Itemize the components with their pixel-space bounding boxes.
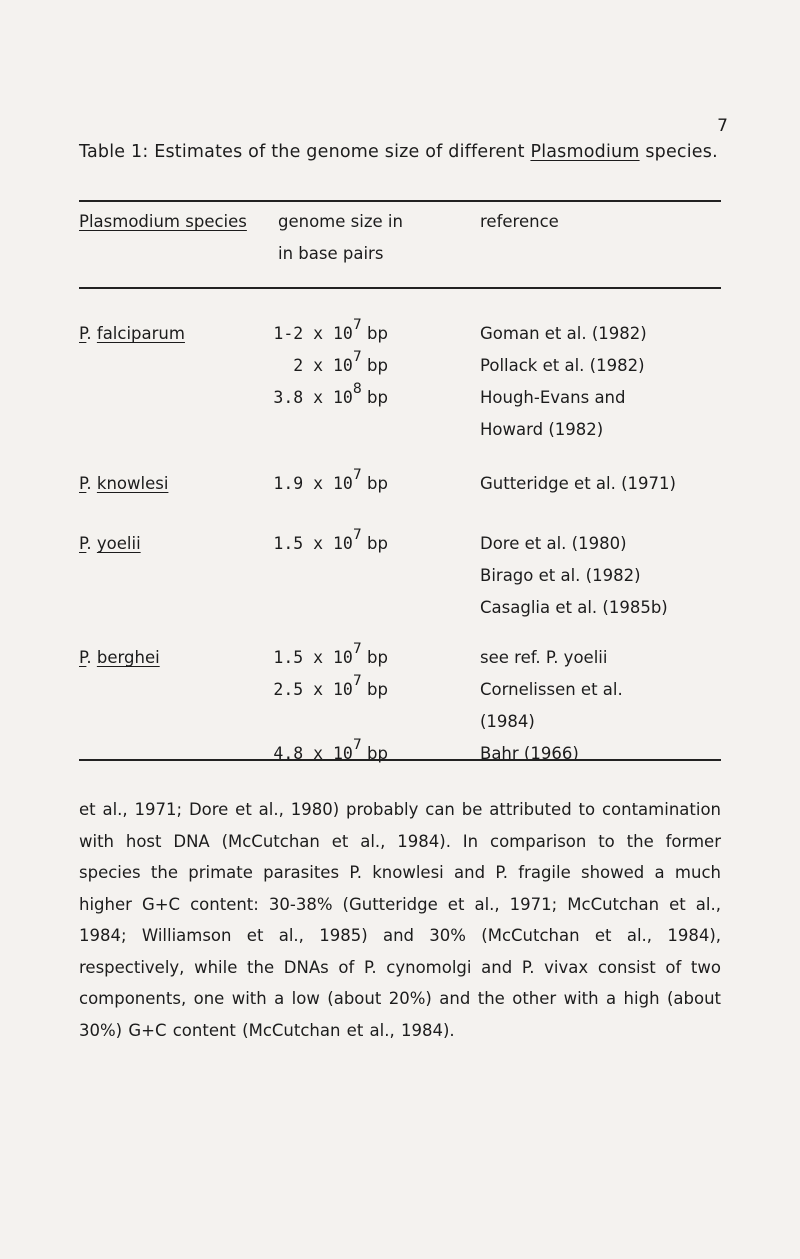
table-bottom-rule (79, 759, 721, 761)
genome-size-mantissa: 2.5 x 10 (273, 680, 353, 699)
genome-size-cell (293, 350, 388, 383)
table-header-rule (79, 287, 721, 289)
species-genus-abbrev: P (79, 474, 87, 493)
genome-size-exponent: 7 (352, 317, 362, 333)
species-name: berghei (96, 648, 160, 667)
genome-size-cell (273, 674, 388, 707)
genome-size-exponent: 7 (352, 527, 362, 543)
species-cell (79, 642, 160, 674)
genome-size-unit: bp (361, 474, 388, 493)
species-genus-abbrev: P (79, 534, 87, 553)
reference-line: see ref. P. yoelii (480, 648, 608, 667)
genome-size-cell (273, 738, 388, 771)
genome-size-mantissa: 3.8 x 10 (273, 388, 353, 407)
genome-size-unit: bp (361, 744, 388, 763)
reference-line: Gutteridge et al. (1971) (480, 474, 676, 493)
reference-line: Birago et al. (1982) (480, 566, 641, 585)
header-species: Plasmodium species (79, 212, 247, 231)
table-caption (79, 142, 718, 162)
species-cell (79, 318, 185, 350)
header-genome-line1: genome size in (278, 212, 403, 231)
genome-size-exponent: 7 (352, 349, 362, 365)
genome-size-mantissa: 1.5 x 10 (273, 534, 353, 553)
species-name: falciparum (96, 324, 185, 343)
species-separator: . (86, 648, 97, 667)
species-name: knowlesi (96, 474, 169, 493)
caption-prefix: Table 1: Estimates of the genome size of different (79, 142, 531, 162)
species-cell (79, 528, 141, 560)
genome-size-cell (273, 318, 388, 351)
reference-line: Cornelissen et al. (480, 680, 623, 699)
species-name: yoelii (96, 534, 141, 553)
reference-line: Pollack et al. (1982) (480, 356, 645, 375)
genome-size-mantissa: 1.5 x 10 (273, 648, 353, 667)
species-separator: . (86, 324, 97, 343)
genome-size-cell (273, 468, 388, 501)
reference-line: Dore et al. (1980) (480, 534, 627, 553)
reference-line: Howard (1982) (480, 420, 604, 439)
genome-size-unit: bp (361, 534, 388, 553)
reference-line: Bahr (1966) (480, 744, 579, 763)
reference-line: (1984) (480, 712, 535, 731)
genome-size-mantissa: 4.8 x 10 (273, 744, 353, 763)
reference-line: Casaglia et al. (1985b) (480, 598, 668, 617)
caption-suffix: species. (639, 142, 718, 162)
genome-size-mantissa: 1-2 x 10 (273, 324, 353, 343)
genome-size-exponent: 7 (352, 467, 362, 483)
body-paragraph (79, 794, 721, 1046)
genome-size-cell (273, 642, 388, 675)
page-number: 7 (717, 116, 728, 136)
species-genus-abbrev: P (79, 648, 87, 667)
genome-size-exponent: 7 (352, 641, 362, 657)
genome-size-cell (273, 528, 388, 561)
genome-size-cell (273, 382, 388, 415)
genome-size-unit: bp (361, 324, 388, 343)
paragraph-text: et al., 1971; Dore et al., 1980) probably can be attributed to contamination with host DNA (McCutchan et al., 1984). In comparison to the former species the primate parasites P. knowlesi and P. fragile showed a much higher G+C content: 30-38% (Gutteridge et al., 1971; McCutchan et al., 1984; Williamson et al., 1985) and 30% (McCutchan et al., 1984), respectively, while the DNAs of P. cynomolgi and P. vivax consist of two components, one with a low (about 20%) and the other with a high (about 30%) G+C content (McCutchan et al., 1984). (79, 800, 721, 1040)
species-genus-abbrev: P (79, 324, 87, 343)
species-separator: . (86, 534, 97, 553)
genome-size-exponent: 8 (352, 381, 362, 397)
genome-size-unit: bp (361, 356, 388, 375)
genome-size-exponent: 7 (352, 737, 362, 753)
reference-line: Hough-Evans and (480, 388, 626, 407)
genome-size-mantissa: 1.9 x 10 (273, 474, 353, 493)
genome-size-mantissa: 2 x 10 (293, 356, 353, 375)
genome-size-unit: bp (361, 388, 388, 407)
caption-underlined: Plasmodium (530, 142, 640, 162)
table-top-rule (79, 200, 721, 202)
header-genome-line2: in base pairs (278, 244, 384, 263)
species-cell (79, 468, 168, 500)
genome-size-exponent: 7 (352, 673, 362, 689)
species-separator: . (86, 474, 97, 493)
header-reference: reference (480, 212, 559, 231)
genome-size-unit: bp (361, 648, 388, 667)
reference-line: Goman et al. (1982) (480, 324, 647, 343)
genome-size-unit: bp (361, 680, 388, 699)
